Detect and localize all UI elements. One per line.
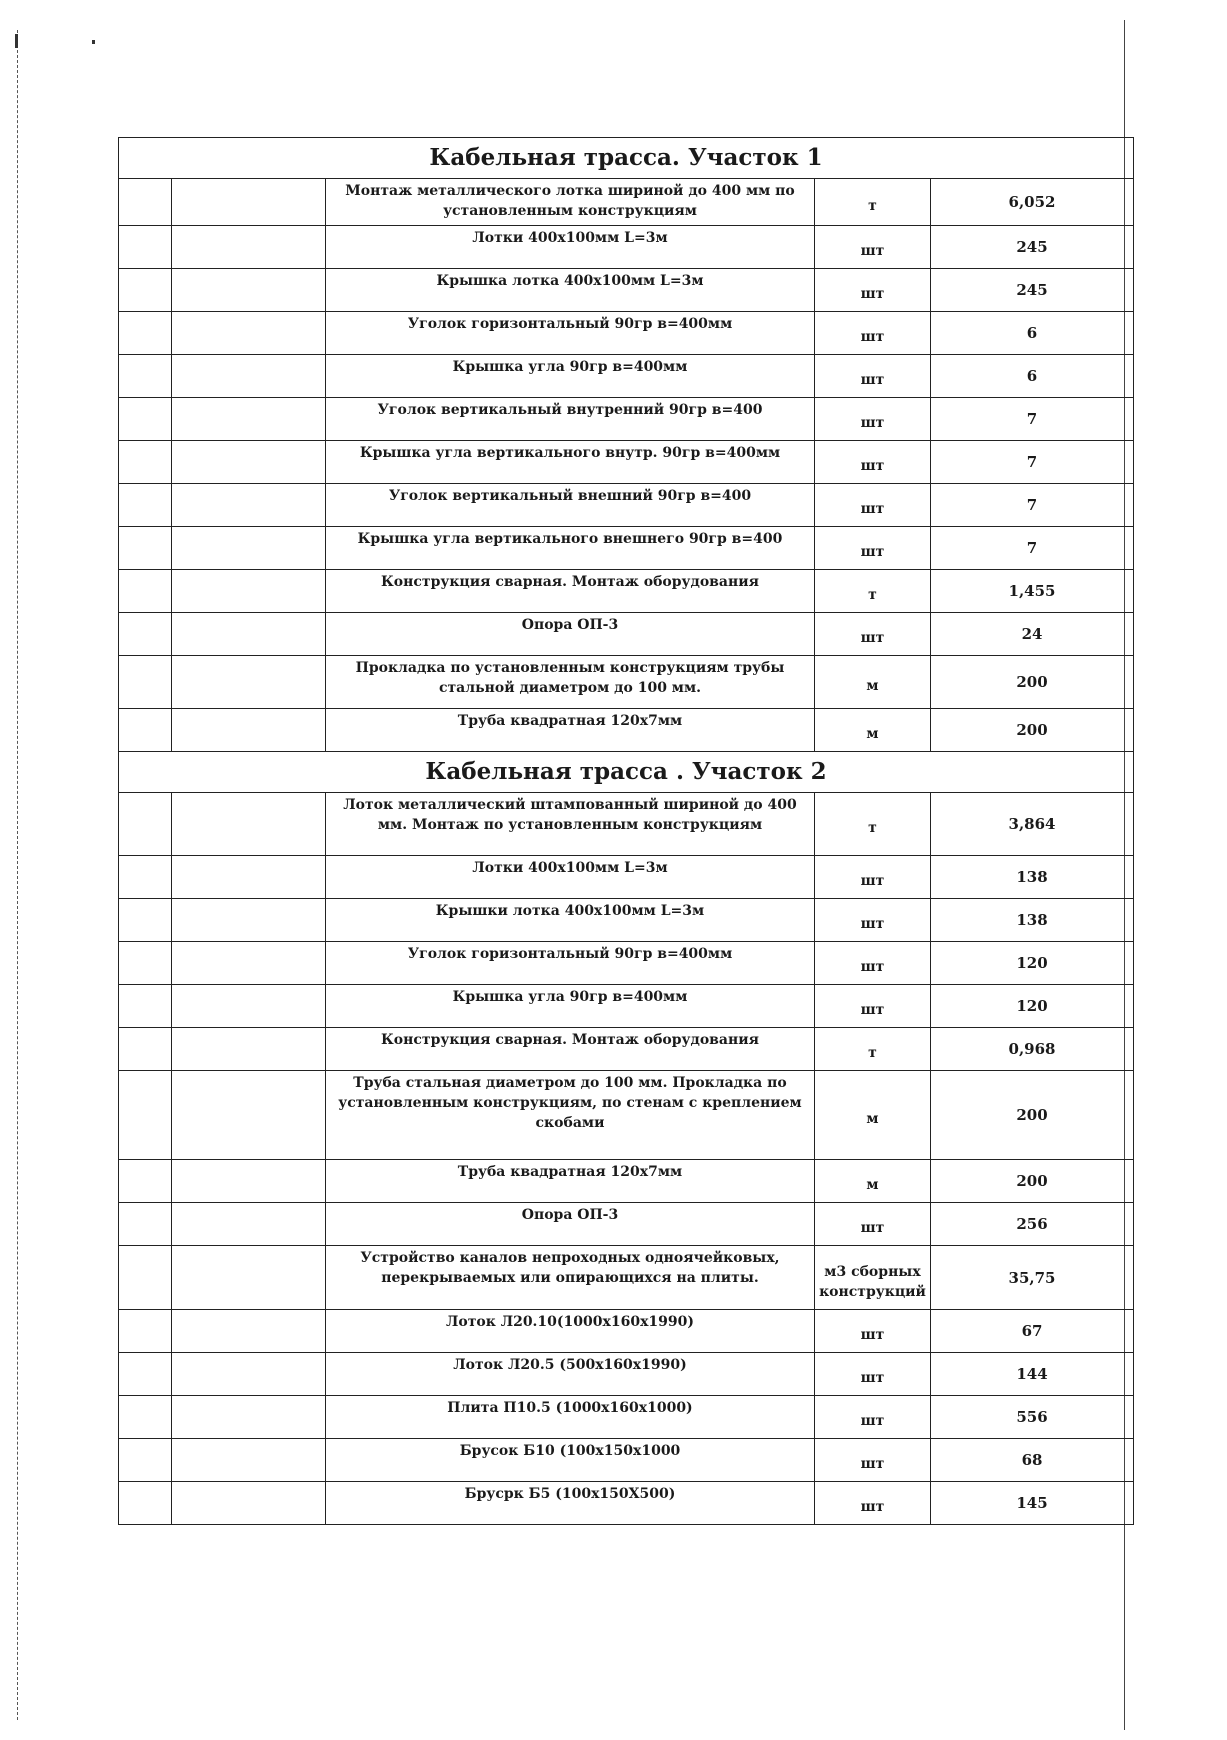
- section-header-row: [119, 752, 1134, 793]
- number-cell: [119, 441, 172, 484]
- table-row: [119, 1028, 1134, 1071]
- number-cell: [119, 179, 172, 226]
- description-cell: Плита П10.5 (1000х160х1000): [326, 1396, 815, 1439]
- code-cell: [172, 1071, 326, 1160]
- table-row: [119, 312, 1134, 355]
- number-cell: [119, 1071, 172, 1160]
- scan-speck: [92, 40, 95, 44]
- unit-cell: шт: [815, 1310, 931, 1353]
- table-row: [119, 985, 1134, 1028]
- code-cell: [172, 942, 326, 985]
- code-cell: [172, 856, 326, 899]
- description-cell: Крышка лотка 400х100мм L=3м: [326, 269, 815, 312]
- unit-cell: шт: [815, 1439, 931, 1482]
- quantity-cell: 1,455: [931, 570, 1134, 613]
- number-cell: [119, 899, 172, 942]
- quantity-cell: 200: [931, 709, 1134, 752]
- number-cell: [119, 570, 172, 613]
- unit-cell: шт: [815, 985, 931, 1028]
- number-cell: [119, 985, 172, 1028]
- unit-cell: шт: [815, 484, 931, 527]
- unit-cell: шт: [815, 527, 931, 570]
- quantity-cell: 245: [931, 269, 1134, 312]
- number-cell: [119, 398, 172, 441]
- code-cell: [172, 985, 326, 1028]
- number-cell: [119, 527, 172, 570]
- number-cell: [119, 1246, 172, 1310]
- number-cell: [119, 1310, 172, 1353]
- table-row: [119, 709, 1134, 752]
- table-row: [119, 656, 1134, 709]
- unit-cell: шт: [815, 441, 931, 484]
- code-cell: [172, 1353, 326, 1396]
- description-cell: Уголок вертикальный внешний 90гр в=400: [326, 484, 815, 527]
- description-cell: Труба стальная диаметром до 100 мм. Прокладка по установленным конструкциям, по стенам с креплением скобами: [326, 1071, 815, 1160]
- unit-cell: т: [815, 793, 931, 856]
- code-cell: [172, 441, 326, 484]
- unit-cell: м: [815, 1071, 931, 1160]
- unit-cell: м: [815, 656, 931, 709]
- number-cell: [119, 1160, 172, 1203]
- unit-cell: шт: [815, 942, 931, 985]
- description-cell: Опора ОП-3: [326, 1203, 815, 1246]
- number-cell: [119, 793, 172, 856]
- quantity-cell: 138: [931, 899, 1134, 942]
- table-row: [119, 570, 1134, 613]
- code-cell: [172, 793, 326, 856]
- section-header-row: [119, 138, 1134, 179]
- quantity-cell: 120: [931, 942, 1134, 985]
- quantity-cell: 6,052: [931, 179, 1134, 226]
- number-cell: [119, 1482, 172, 1525]
- description-cell: Лотки 400х100мм L=3м: [326, 856, 815, 899]
- quantity-cell: 3,864: [931, 793, 1134, 856]
- unit-cell: шт: [815, 355, 931, 398]
- unit-cell: шт: [815, 1482, 931, 1525]
- table-row: [119, 1160, 1134, 1203]
- quantity-cell: 200: [931, 656, 1134, 709]
- unit-cell: шт: [815, 398, 931, 441]
- code-cell: [172, 570, 326, 613]
- unit-cell: шт: [815, 226, 931, 269]
- description-cell: Труба квадратная 120х7мм: [326, 709, 815, 752]
- table-row: [119, 1396, 1134, 1439]
- table-row: [119, 441, 1134, 484]
- code-cell: [172, 1246, 326, 1310]
- quantity-cell: 245: [931, 226, 1134, 269]
- number-cell: [119, 942, 172, 985]
- table-row: [119, 226, 1134, 269]
- number-cell: [119, 312, 172, 355]
- code-cell: [172, 613, 326, 656]
- code-cell: [172, 398, 326, 441]
- quantity-cell: 200: [931, 1071, 1134, 1160]
- table-row: [119, 1310, 1134, 1353]
- description-cell: Уголок горизонтальный 90гр в=400мм: [326, 312, 815, 355]
- table-row: [119, 398, 1134, 441]
- number-cell: [119, 1439, 172, 1482]
- table-row: [119, 1439, 1134, 1482]
- quantity-cell: 138: [931, 856, 1134, 899]
- table-row: [119, 1203, 1134, 1246]
- number-cell: [119, 613, 172, 656]
- description-cell: Конструкция сварная. Монтаж оборудования: [326, 1028, 815, 1071]
- unit-cell: шт: [815, 269, 931, 312]
- code-cell: [172, 656, 326, 709]
- number-cell: [119, 656, 172, 709]
- description-cell: Лотки 400х100мм L=3м: [326, 226, 815, 269]
- code-cell: [172, 312, 326, 355]
- description-cell: Крышка угла вертикального внешнего 90гр в=400: [326, 527, 815, 570]
- quantity-cell: 24: [931, 613, 1134, 656]
- code-cell: [172, 1160, 326, 1203]
- code-cell: [172, 179, 326, 226]
- quantity-cell: 7: [931, 398, 1134, 441]
- number-cell: [119, 1396, 172, 1439]
- unit-cell: м: [815, 709, 931, 752]
- quantity-cell: 35,75: [931, 1246, 1134, 1310]
- unit-cell: шт: [815, 1396, 931, 1439]
- quantity-cell: 145: [931, 1482, 1134, 1525]
- description-cell: Уголок вертикальный внутренний 90гр в=400: [326, 398, 815, 441]
- code-cell: [172, 1310, 326, 1353]
- description-cell: Брусок Б10 (100х150х1000: [326, 1439, 815, 1482]
- table-row: [119, 1482, 1134, 1525]
- table-row: [119, 484, 1134, 527]
- code-cell: [172, 1396, 326, 1439]
- table-row: [119, 899, 1134, 942]
- number-cell: [119, 484, 172, 527]
- unit-cell: м3 сборных конструкций: [815, 1246, 931, 1310]
- unit-cell: шт: [815, 312, 931, 355]
- description-cell: Крышка угла 90гр в=400мм: [326, 355, 815, 398]
- description-cell: Лоток Л20.5 (500х160х1990): [326, 1353, 815, 1396]
- number-cell: [119, 1353, 172, 1396]
- quantity-cell: 68: [931, 1439, 1134, 1482]
- quantity-cell: 7: [931, 484, 1134, 527]
- quantity-cell: 120: [931, 985, 1134, 1028]
- table-row: [119, 179, 1134, 226]
- unit-cell: м: [815, 1160, 931, 1203]
- code-cell: [172, 355, 326, 398]
- number-cell: [119, 709, 172, 752]
- table-row: [119, 793, 1134, 856]
- section-title: Кабельная трасса. Участок 1: [119, 138, 1134, 179]
- unit-cell: шт: [815, 613, 931, 656]
- table-row: [119, 942, 1134, 985]
- unit-cell: шт: [815, 1353, 931, 1396]
- description-cell: Опора ОП-3: [326, 613, 815, 656]
- table-row: [119, 856, 1134, 899]
- description-cell: Уголок горизонтальный 90гр в=400мм: [326, 942, 815, 985]
- description-cell: Крышка угла 90гр в=400мм: [326, 985, 815, 1028]
- table-row: [119, 355, 1134, 398]
- description-cell: Брусрк Б5 (100х150Х500): [326, 1482, 815, 1525]
- description-cell: Крышка угла вертикального внутр. 90гр в=400мм: [326, 441, 815, 484]
- table-row: [119, 527, 1134, 570]
- code-cell: [172, 484, 326, 527]
- description-cell: Лоток Л20.10(1000х160х1990): [326, 1310, 815, 1353]
- table-row: [119, 613, 1134, 656]
- unit-cell: шт: [815, 1203, 931, 1246]
- quantity-cell: 6: [931, 355, 1134, 398]
- code-cell: [172, 1028, 326, 1071]
- code-cell: [172, 269, 326, 312]
- code-cell: [172, 226, 326, 269]
- description-cell: Труба квадратная 120х7мм: [326, 1160, 815, 1203]
- number-cell: [119, 1028, 172, 1071]
- quantity-cell: 7: [931, 527, 1134, 570]
- section-title: Кабельная трасса . Участок 2: [119, 752, 1134, 793]
- unit-cell: т: [815, 179, 931, 226]
- unit-cell: шт: [815, 899, 931, 942]
- number-cell: [119, 226, 172, 269]
- description-cell: Монтаж металлического лотка шириной до 400 мм по установленным конструкциям: [326, 179, 815, 226]
- number-cell: [119, 269, 172, 312]
- scan-speck: [15, 34, 18, 48]
- description-cell: Крышки лотка 400х100мм L=3м: [326, 899, 815, 942]
- quantity-cell: 6: [931, 312, 1134, 355]
- table-row: [119, 1246, 1134, 1310]
- code-cell: [172, 1439, 326, 1482]
- code-cell: [172, 527, 326, 570]
- number-cell: [119, 1203, 172, 1246]
- code-cell: [172, 1482, 326, 1525]
- unit-cell: т: [815, 570, 931, 613]
- table-row: [119, 269, 1134, 312]
- code-cell: [172, 709, 326, 752]
- number-cell: [119, 355, 172, 398]
- unit-cell: шт: [815, 856, 931, 899]
- code-cell: [172, 899, 326, 942]
- description-cell: Лоток металлический штампованный шириной до 400 мм. Монтаж по установленным конструкциям: [326, 793, 815, 856]
- quantity-cell: 144: [931, 1353, 1134, 1396]
- specification-table: [118, 137, 1134, 1525]
- table-row: [119, 1353, 1134, 1396]
- quantity-cell: 67: [931, 1310, 1134, 1353]
- description-cell: Прокладка по установленным конструкциям трубы стальной диаметром до 100 мм.: [326, 656, 815, 709]
- quantity-cell: 200: [931, 1160, 1134, 1203]
- left-margin-line: [17, 30, 18, 1720]
- code-cell: [172, 1203, 326, 1246]
- quantity-cell: 7: [931, 441, 1134, 484]
- number-cell: [119, 856, 172, 899]
- table-row: [119, 1071, 1134, 1160]
- quantity-cell: 256: [931, 1203, 1134, 1246]
- quantity-cell: 0,968: [931, 1028, 1134, 1071]
- description-cell: Конструкция сварная. Монтаж оборудования: [326, 570, 815, 613]
- quantity-cell: 556: [931, 1396, 1134, 1439]
- description-cell: Устройство каналов непроходных одноячейковых, перекрываемых или опирающихся на плиты.: [326, 1246, 815, 1310]
- unit-cell: т: [815, 1028, 931, 1071]
